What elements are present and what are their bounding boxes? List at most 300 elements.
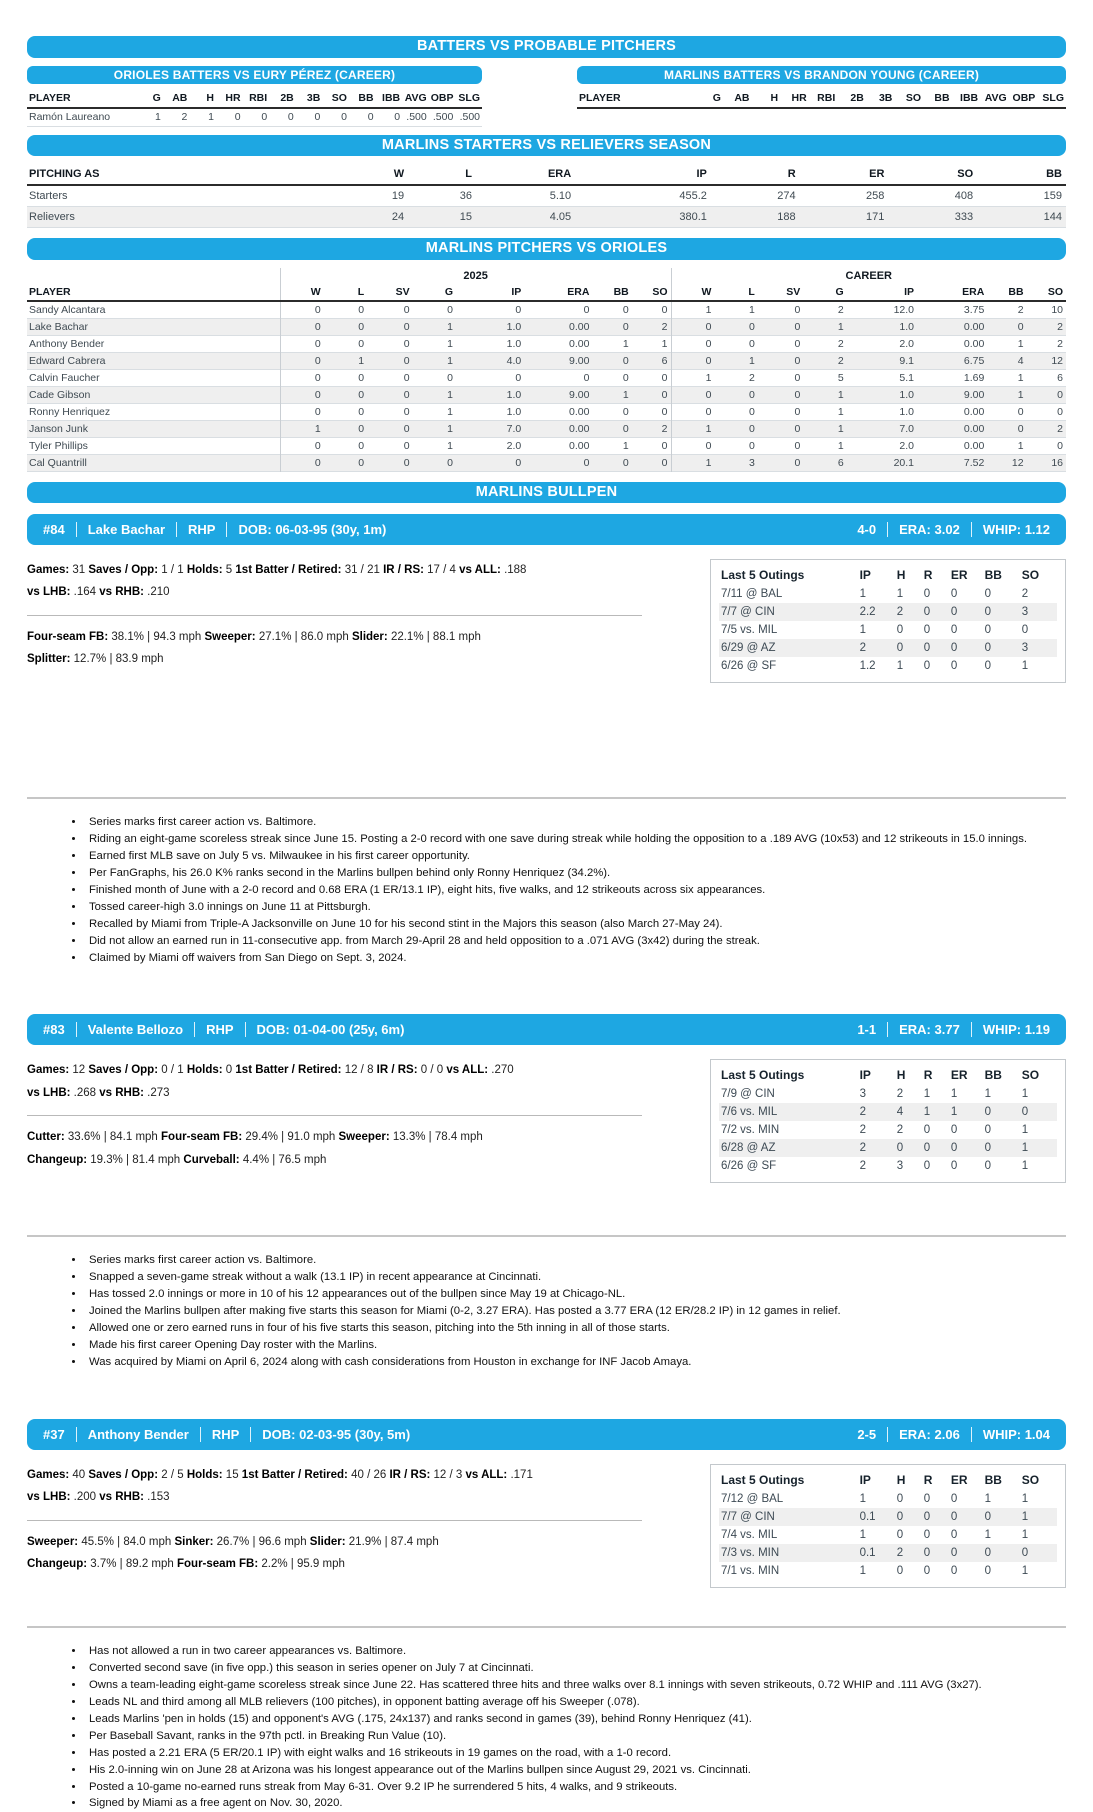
- stat-value: 0.00: [569, 320, 590, 333]
- stat-value: 2: [837, 354, 844, 367]
- stat-value: 0: [794, 337, 801, 350]
- stat-value: 1: [748, 303, 755, 316]
- stat-label: Sinker:: [174, 1535, 214, 1548]
- stat-value: 1: [837, 388, 844, 401]
- stat-value: 1: [748, 354, 755, 367]
- stat-value: 0: [984, 660, 992, 672]
- stat-value: 2: [661, 422, 668, 435]
- divider: [76, 1022, 77, 1037]
- stat-value: 1: [1021, 1088, 1029, 1101]
- table-header-row: [719, 1470, 1057, 1490]
- table-row: [27, 185, 1066, 207]
- stat-value: 2: [661, 320, 668, 333]
- stat-value: 0: [358, 439, 365, 452]
- stat-value: 0: [748, 337, 755, 350]
- note-item: • Recalled by Miami from Triple-A Jacksonville on June 10 for his second stint in the Majors this season (also March 27-May 24).: [85, 916, 1066, 933]
- stat-value: 2: [181, 111, 188, 123]
- stat-value: 2: [1057, 422, 1063, 435]
- section-banner-starters-relievers: MARLINS STARTERS VS RELIEVERS SEASON: [27, 135, 1066, 157]
- stat-value: 0: [622, 371, 629, 384]
- stat-label: Saves / Opp:: [88, 1469, 159, 1481]
- stat-value: 0: [896, 624, 904, 636]
- last5-outings-box: [710, 1059, 1066, 1183]
- divider: [226, 522, 227, 537]
- usage-stat-line: Games: 31 Saves / Opp: 1 / 1 Holds: 5 1st Batter / Retired: 31 / 21 IR / RS: 17 / 4 vs ALL: .188: [27, 564, 527, 576]
- stat-label: vs LHB:: [27, 1086, 71, 1099]
- stat-value: 2: [1017, 303, 1024, 316]
- stat-value: 2.0: [899, 337, 915, 350]
- table-row: [27, 335, 1066, 352]
- stat-label: Sweeper:: [338, 1131, 390, 1144]
- column-header: IP: [847, 284, 917, 301]
- stat-value: 380.1: [679, 211, 707, 223]
- stat-value: 0: [515, 371, 522, 384]
- column-header: G: [136, 90, 163, 108]
- column-header: R: [923, 568, 933, 582]
- stat-value: 0: [671, 335, 714, 352]
- stat-value: 0.00: [569, 337, 590, 350]
- stat-value: 0: [280, 301, 323, 319]
- stat-value: 0: [367, 111, 374, 123]
- bullpen-card-body: [27, 1059, 1066, 1235]
- stat-value: 12: [1011, 456, 1024, 469]
- stat-value: 10: [1051, 303, 1063, 316]
- pitchers-vs-orioles-table: [27, 268, 1066, 472]
- starters-relievers-table: [27, 164, 1066, 228]
- column-header: G: [694, 90, 723, 108]
- stat-value: 1: [447, 439, 454, 452]
- stat-value: 1: [923, 1088, 931, 1101]
- stat-value: 3: [1021, 606, 1029, 618]
- row-label: 7/2 vs. MIN: [721, 1124, 780, 1137]
- stat-value: 0: [950, 660, 958, 672]
- note-item: • Made his first career Opening Day roster with the Marlins.: [85, 1337, 1066, 1354]
- stat-value: 0: [794, 371, 801, 384]
- row-label: 7/6 vs. MIL: [721, 1106, 778, 1119]
- note-item: • Leads NL and third among all MLB relievers (100 pitches), in opponent batting average off his Sweeper (.078).: [85, 1694, 1066, 1711]
- table-row: [27, 301, 1066, 319]
- stat-value: 0: [923, 642, 931, 654]
- table-row: [719, 1157, 1057, 1175]
- stat-value: 0: [984, 606, 992, 618]
- row-label: Calvin Faucher: [29, 371, 100, 384]
- row-label: Edward Cabrera: [29, 354, 106, 367]
- stat-value: 0: [1057, 388, 1063, 401]
- column-header: R: [923, 1068, 933, 1083]
- divider: [176, 522, 177, 537]
- table-row: [719, 1121, 1057, 1139]
- stat-value: 0: [748, 320, 755, 333]
- stat-value: 0: [622, 456, 629, 469]
- column-header: 2B: [837, 90, 866, 108]
- stat-value: 2: [859, 1106, 866, 1119]
- column-header: BB: [349, 90, 376, 108]
- stat-value: 1.0: [899, 405, 915, 418]
- stat-value: 2: [896, 606, 904, 618]
- usage-stats: [27, 1464, 642, 1509]
- stat-value: 0: [403, 456, 410, 469]
- stat-value: 0: [950, 606, 958, 618]
- stat-value: 0: [358, 371, 365, 384]
- stat-value: 408: [954, 190, 974, 202]
- stat-label: IR / RS:: [389, 1469, 431, 1481]
- table-row: [719, 1103, 1057, 1121]
- stat-value: 0: [923, 1493, 931, 1505]
- orioles-batters-table: [27, 90, 482, 127]
- column-header: SV: [367, 284, 412, 301]
- table-row: [719, 1139, 1057, 1157]
- pitcher-whip: WHIP: 1.19: [982, 1022, 1050, 1038]
- column-header: OBP: [1009, 90, 1038, 108]
- row-label: Anthony Bender: [29, 337, 105, 350]
- stat-value: .500: [432, 111, 454, 123]
- note-item: • Has tossed 2.0 innings or more in 10 of his 12 appearances out of the bullpen since May 19 at Chicago-NL.: [85, 1286, 1066, 1303]
- stat-value: 0: [794, 388, 801, 401]
- stat-value: 0: [583, 456, 590, 469]
- stat-value: 0.00: [963, 320, 985, 333]
- stat-value: 0: [280, 437, 323, 454]
- usage-stat-line: vs LHB: .200 vs RHB: .153: [27, 1491, 170, 1504]
- stat-value: 1: [447, 405, 454, 418]
- stat-label: Sweeper:: [204, 630, 256, 643]
- stat-value: 0: [661, 303, 668, 316]
- stat-value: 1.2: [859, 660, 876, 672]
- pitch-mix-stats: [27, 626, 642, 671]
- divider: [971, 522, 972, 537]
- table-row: [719, 603, 1057, 621]
- note-item: • Signed by Miami as a free agent on Nov. 30, 2020.: [85, 1795, 1066, 1812]
- stat-value: 0: [280, 352, 323, 369]
- column-header: SO: [632, 284, 671, 301]
- stat-value: 0: [794, 422, 801, 435]
- stat-value: 12.0: [893, 303, 915, 316]
- stat-value: 0: [583, 371, 590, 384]
- stat-value: 6: [837, 456, 844, 469]
- stat-value: 5: [837, 371, 844, 384]
- stat-label: Slider:: [351, 630, 388, 643]
- stat-value: 0: [794, 456, 801, 469]
- stat-label: 1st Batter / Retired:: [241, 1469, 348, 1481]
- stat-value: 2.2: [859, 606, 876, 618]
- stat-value: 20.1: [893, 456, 915, 469]
- table-row: [719, 1526, 1057, 1544]
- note-item: • Earned first MLB save on July 5 vs. Milwaukee in his first career opportunity.: [85, 848, 1066, 865]
- column-header: BB: [987, 284, 1026, 301]
- pitcher-era: ERA: 3.77: [899, 1022, 960, 1038]
- stat-value: 0: [1057, 439, 1063, 452]
- stat-value: 1.0: [899, 320, 915, 333]
- stat-value: 144: [1043, 211, 1062, 223]
- stat-value: 0: [984, 1106, 992, 1119]
- stat-value: 2: [1057, 337, 1063, 350]
- stat-label: Holds:: [186, 1064, 223, 1077]
- stat-value: 0: [287, 111, 294, 123]
- stat-value: 1: [447, 388, 454, 401]
- divider: [27, 615, 642, 616]
- stat-value: 0: [748, 439, 755, 452]
- column-header: H: [896, 1068, 906, 1083]
- stat-value: 2: [896, 1088, 904, 1101]
- stat-label: vs LHB:: [27, 586, 71, 599]
- stat-label: Four-seam FB:: [177, 1558, 259, 1571]
- last5-outings-box: [710, 1464, 1066, 1588]
- stat-value: 0: [358, 337, 365, 350]
- stat-label: vs ALL:: [446, 1064, 489, 1077]
- stat-value: 7.52: [963, 456, 985, 469]
- stat-value: 0: [1057, 405, 1063, 418]
- stat-value: 1.69: [963, 371, 985, 384]
- stat-value: 1: [1021, 1124, 1029, 1137]
- marlins-batters-table: [577, 90, 1066, 109]
- stat-value: 0: [661, 439, 668, 452]
- table-row: [719, 585, 1057, 603]
- stat-value: 1: [923, 1106, 931, 1119]
- stat-value: 0: [950, 642, 958, 654]
- table-header-row: [27, 90, 482, 108]
- stat-value: 0: [661, 371, 668, 384]
- divider: [194, 1022, 195, 1037]
- stat-label: Changeup:: [27, 1153, 88, 1166]
- stat-label: Games:: [27, 1064, 70, 1077]
- stat-label: Slider:: [309, 1535, 346, 1548]
- stat-label: Splitter:: [27, 653, 71, 666]
- column-header: RBI: [809, 90, 838, 108]
- stat-value: 1: [984, 1493, 992, 1505]
- stat-value: 0: [661, 388, 668, 401]
- row-label: Starters: [29, 190, 68, 202]
- stat-value: 0: [923, 1547, 931, 1559]
- stat-value: 0: [261, 111, 268, 123]
- stat-value: 2: [748, 371, 755, 384]
- column-header: OBP: [429, 90, 456, 108]
- stat-value: 1: [1017, 439, 1024, 452]
- stat-value: 1: [1021, 1142, 1029, 1155]
- table-row: [27, 420, 1066, 437]
- stat-value: 0: [950, 1547, 958, 1559]
- column-header: H: [752, 90, 781, 108]
- note-item: • Converted second save (in five opp.) this season in series opener on July 7 at Cincinnati.: [85, 1660, 1066, 1677]
- pitch-mix-line: Sweeper: 45.5% | 84.0 mph Sinker: 26.7% | 96.6 mph Slider: 21.9% | 87.4 mph: [27, 1535, 439, 1548]
- pitch-mix-line: Changeup: 3.7% | 89.2 mph Four-seam FB: 2.2% | 95.9 mph: [27, 1558, 345, 1571]
- stat-value: 0: [896, 1565, 904, 1577]
- stat-label: vs RHB:: [99, 1086, 144, 1099]
- divider: [887, 1022, 888, 1037]
- section-banner-pitchers-vs-orioles: MARLINS PITCHERS VS ORIOLES: [27, 238, 1066, 260]
- stat-value: .500: [406, 111, 427, 123]
- pitcher-era: ERA: 2.06: [899, 1427, 960, 1442]
- row-label: 7/9 @ CIN: [721, 1088, 775, 1101]
- stat-value: 24: [391, 211, 405, 223]
- pitcher-whip: WHIP: 1.12: [982, 522, 1050, 537]
- row-label: Sandy Alcantara: [29, 303, 106, 316]
- season-group-career: CAREER: [671, 268, 1066, 284]
- stat-value: 1: [1021, 660, 1029, 672]
- stat-label: Cutter:: [27, 1131, 65, 1144]
- pitcher-record: 4-0: [857, 522, 877, 537]
- note-item: • Per FanGraphs, his 26.0 K% ranks second in the Marlins bullpen behind only Ronny Henriquez (34.2%).: [85, 865, 1066, 882]
- stat-value: 16: [1051, 456, 1063, 469]
- note-item: • Posted a 10-game no-earned runs streak from May 6-31. Over 9.2 IP he surrendered 5 hits, 4 walks, and 9 strikeouts.: [85, 1779, 1066, 1796]
- stat-value: 0: [896, 1493, 904, 1505]
- stat-value: 0: [950, 1565, 958, 1577]
- stat-value: 1: [1017, 337, 1024, 350]
- stat-value: 0: [794, 439, 801, 452]
- stat-value: 1: [859, 1493, 866, 1505]
- stat-value: 0: [1021, 624, 1029, 636]
- note-item: • Owns a team-leading eight-game scoreless streak since June 22. Has scattered three hits and three walks over 8.1 innings with seven strikeouts, 0.72 WHIP and .111 AVG (3x27).: [85, 1677, 1066, 1694]
- bullpen-card-body: [27, 1464, 1066, 1626]
- stat-value: 0: [515, 456, 522, 469]
- stat-value: 0: [447, 456, 454, 469]
- section-banner-batters: BATTERS VS PROBABLE PITCHERS: [27, 36, 1066, 58]
- stat-value: 0: [358, 320, 365, 333]
- stat-value: 0: [923, 1565, 931, 1577]
- stat-label: vs LHB:: [27, 1491, 71, 1504]
- stat-value: 9.00: [569, 388, 590, 401]
- stat-value: 1: [1021, 1493, 1029, 1505]
- stat-label: 1st Batter / Retired:: [235, 1064, 342, 1077]
- pitcher-dob: DOB: 06-03-95 (30y, 1m): [238, 522, 387, 537]
- divider: [250, 1427, 251, 1442]
- column-header: SO: [322, 90, 349, 108]
- stat-value: 0: [1021, 1106, 1029, 1119]
- column-header: 2B: [269, 90, 296, 108]
- section-banner-bullpen: MARLINS BULLPEN: [27, 482, 1066, 504]
- stat-value: 0: [950, 1124, 958, 1137]
- stat-value: 4: [1017, 354, 1024, 367]
- stat-value: 1: [447, 320, 454, 333]
- column-header: Last 5 Outings: [721, 568, 805, 582]
- stat-value: 0: [403, 371, 410, 384]
- stat-value: 5.10: [549, 190, 572, 202]
- stat-value: 0: [622, 422, 629, 435]
- column-header: H: [189, 90, 216, 108]
- stat-value: 1: [661, 337, 668, 350]
- note-item: • Finished month of June with a 2-0 record and 0.68 ERA (1 ER/13.1 IP), eight hits, five walks, and 12 strikeouts across six appearances.: [85, 882, 1066, 899]
- table-row: [719, 1562, 1057, 1580]
- stat-value: 1: [1021, 1160, 1029, 1173]
- note-item: • Did not allow an earned run in 11-consecutive app. from March 29-April 28 and held opposition to a .071 AVG (3x42) during the streak.: [85, 933, 1066, 950]
- row-label: 7/11 @ BAL: [721, 588, 783, 600]
- stat-value: 1: [447, 354, 454, 367]
- row-label: 6/28 @ AZ: [721, 1142, 776, 1155]
- divider: [27, 1626, 1066, 1628]
- table-row: [27, 437, 1066, 454]
- stat-value: 1.0: [506, 320, 522, 333]
- stat-value: 0: [403, 422, 410, 435]
- stat-value: 0: [748, 422, 755, 435]
- pitch-mix-stats: [27, 1531, 642, 1576]
- stat-value: 1: [447, 337, 454, 350]
- stat-label: Saves / Opp:: [88, 564, 159, 576]
- column-header: BB: [984, 568, 1002, 582]
- stat-value: 1: [622, 439, 629, 452]
- stat-value: 2: [896, 1124, 904, 1137]
- stat-value: 0: [923, 624, 931, 636]
- table-row: [719, 1544, 1057, 1562]
- stat-label: Four-seam FB:: [27, 630, 109, 643]
- stat-label: vs ALL:: [465, 1469, 508, 1481]
- row-label: 7/4 vs. MIL: [721, 1529, 778, 1541]
- stat-value: .500: [459, 111, 480, 123]
- stat-value: 0: [923, 1142, 931, 1155]
- stat-value: 6.75: [963, 354, 985, 367]
- column-header: SO: [1027, 284, 1066, 301]
- stat-value: 0: [447, 303, 454, 316]
- subsection-banner-marlins-batters: MARLINS BATTERS VS BRANDON YOUNG (CAREER): [577, 66, 1066, 84]
- bullpen-card: [27, 1419, 1066, 1812]
- column-header: W: [671, 284, 714, 301]
- column-header: BB: [923, 90, 952, 108]
- stat-value: 0: [671, 437, 714, 454]
- column-header: PITCHING AS: [27, 164, 340, 185]
- table-header-row: [27, 164, 1066, 185]
- divider: [887, 1427, 888, 1442]
- column-header: Last 5 Outings: [721, 1473, 805, 1487]
- table-header-row: [719, 565, 1057, 585]
- stat-value: 2: [859, 642, 866, 654]
- stat-label: Games:: [27, 1469, 70, 1481]
- table-row: [719, 1508, 1057, 1526]
- stat-value: 1: [1021, 1511, 1029, 1523]
- row-label: 6/29 @ AZ: [721, 642, 776, 654]
- note-item: • Per Baseball Savant, ranks in the 97th pctl. in Breaking Run Value (10).: [85, 1728, 1066, 1745]
- column-header: PLAYER: [27, 284, 280, 301]
- stat-value: 0: [984, 1142, 992, 1155]
- stat-value: 3.75: [963, 303, 985, 316]
- column-header: RBI: [243, 90, 270, 108]
- column-header: ERA: [524, 284, 592, 301]
- pitcher-record: 1-1: [857, 1022, 877, 1038]
- stat-value: 1: [358, 354, 365, 367]
- stat-value: 0: [671, 386, 714, 403]
- stat-value: 0: [394, 111, 401, 123]
- divider: [27, 1520, 642, 1521]
- subsection-banner-orioles-batters: ORIOLES BATTERS VS EURY PÉREZ (CAREER): [27, 66, 482, 84]
- stat-value: 2: [896, 1547, 904, 1559]
- stat-value: 0: [896, 1529, 904, 1541]
- note-item: • Claimed by Miami off waivers from San Diego on Sept. 3, 2024.: [85, 950, 1066, 967]
- bullpen-card: [27, 514, 1066, 966]
- stat-value: 1.0: [506, 405, 522, 418]
- stat-value: 0: [403, 354, 410, 367]
- column-header: HR: [780, 90, 809, 108]
- table-row: [27, 318, 1066, 335]
- usage-stats: [27, 559, 642, 604]
- stat-value: 1: [447, 422, 454, 435]
- stat-value: 0: [984, 1160, 992, 1173]
- column-header: 3B: [866, 90, 895, 108]
- table-row: [719, 621, 1057, 639]
- stat-value: 0: [341, 111, 347, 123]
- stat-value: 1.0: [506, 388, 522, 401]
- pitcher-notes-list: [27, 814, 1066, 966]
- stat-value: 2: [859, 1124, 866, 1137]
- bullpen-card-header: [27, 514, 1066, 545]
- column-header: IBB: [952, 90, 981, 108]
- stat-value: 7.0: [899, 422, 915, 435]
- divider: [200, 1427, 201, 1442]
- stat-label: IR / RS:: [376, 1064, 418, 1077]
- divider: [76, 1427, 77, 1442]
- note-item: • Allowed one or zero earned runs in four of his five starts this season, pitching into the 5th inning in all of those starts.: [85, 1320, 1066, 1337]
- stat-value: 0: [358, 303, 365, 316]
- note-item: • Joined the Marlins bullpen after making five starts this season for Miami (0-2, 3.27 ERA). Has posted a 3.77 ERA (12 ER/28.2 IP) in 12 games in relief.: [85, 1303, 1066, 1320]
- pitch-mix-line: Four-seam FB: 38.1% | 94.3 mph Sweeper: 27.1% | 86.0 mph Slider: 22.1% | 88.1 mph: [27, 630, 481, 643]
- stat-value: 0: [622, 320, 629, 333]
- pitcher-notes-list: [27, 1252, 1066, 1371]
- stat-value: 1: [984, 1088, 992, 1101]
